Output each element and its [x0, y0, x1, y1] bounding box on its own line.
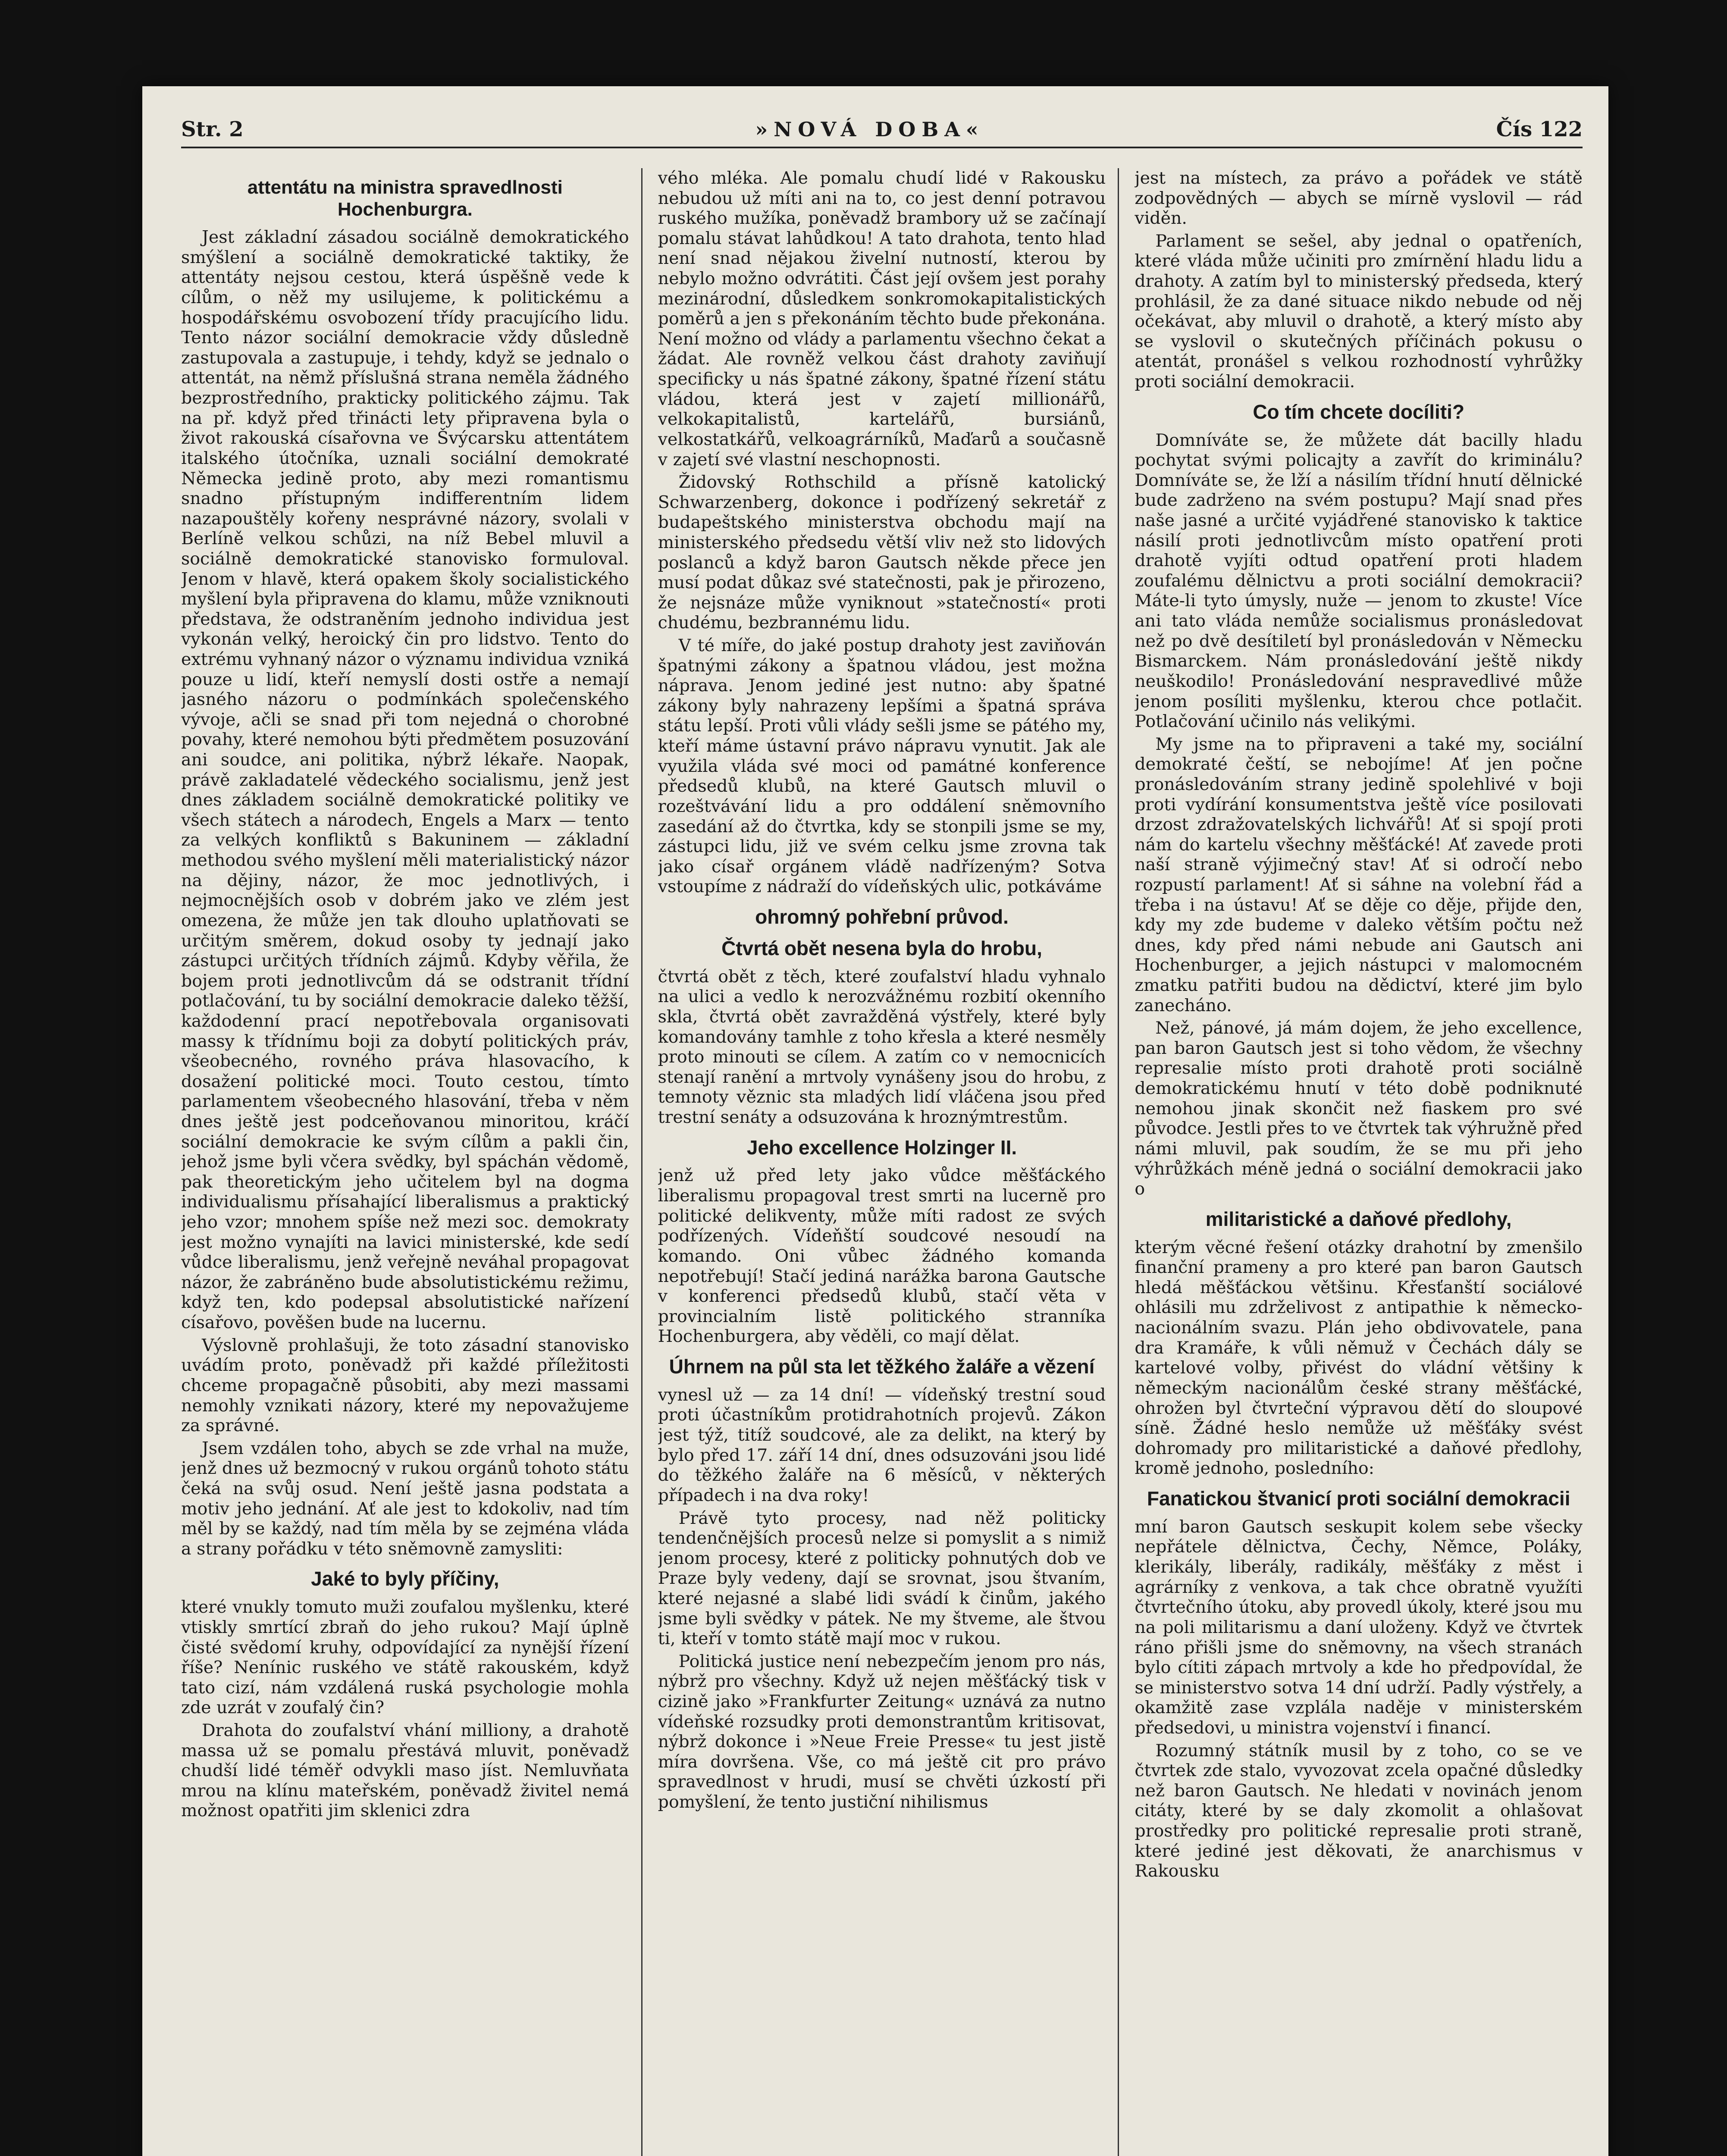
column-2 [658, 168, 1119, 2156]
paragraph: Než, pánové, já mám dojem, že jeho excellence, pan baron Gautsch jest si toho vědom, že všechny represalie místo proti drahotě proti sociálně demokratickému hnutí v této době podniknuté nemohou jinak skončit než fiaskem pro své původce. Jestli přes to ve čtvrtek tak výhružně před námi mluvil, pak soudím, že se mu při jeho výhrůžkách méně jedná o sociální demokracii jako o [1135, 1018, 1583, 1199]
subheading: Jeho excellence Holzinger II. [746, 1136, 1017, 1159]
paragraph: vynesl už — za 14 dní! — vídeňský trestní soud proti účastníkům protidrahotních projevů. Zákon jest týž, titíž soudcové, ale za delikt, na který by bylo před 17. září 14 dní, dnes odsuzováni jsou lidé do těžkého žaláře na 6 měsíců, v některých případech i na dva roky! [658, 1385, 1106, 1505]
paragraph: mní baron Gautsch seskupit kolem sebe všecky nepřátele dělnictva, Čechy, Němce, Poláky, klerikály, liberály, radikály, měšťáky z měst i agrárníky z venkova, a tak chce obratně využíti čtvrtečního útoku, aby provedl úkoly, které jsou mu na poli militarismu a daní uloženy. Když ve čtvrtek ráno přišli jsme do sněmovny, na všech stranách bylo cítiti zápach mrtvoly a kde ho předpovídal, že se ministerstvo sotva 14 dní udrží. Padly výstřely, a okamžitě zase vzplála naděje v ministerském předsedovi, u ministra vojenství i financí. [1135, 1517, 1583, 1738]
paragraph: Politická justice není nebezpečím jenom pro nás, nýbrž pro všechny. Když už nejen měšťácký tisk v cizině jako »Frankfurter Zeitung« uznává za nutno vídeňské rozsudky proti demonstrantům kritisovat, nýbrž dokonce i »Neue Freie Presse« tu jest jistě míra dovršena. Vše, co má ještě cit pro právo spravedlnost v hrudi, musí se chvěti úzkostí při pomyšlení, že tento justiční nihilismus [658, 1651, 1106, 1812]
paragraph: Rozumný státník musil by z toho, co se ve čtvrtek zde stalo, vyvozovat zcela opačné důsledky než baron Gautsch. Ne hledati v novinách jenom citáty, které by se daly zkomolit a ohlašovat prostředky pro politické represalie proti straně, které jediné jest děkovati, že anarchismus v Rakousku [1135, 1740, 1583, 1881]
paragraph: Jsem vzdálen toho, abych se zde vrhal na muže, jenž dnes už bezmocný v rukou orgánů tohoto státu čeká na svůj osud. Není ještě jasna podstata a motiv jeho jednání. Ať ale jest to kdokoliv, nad tím měl by se každý, nad tím měla by se zejména vláda a strany pořádku v této sněmovně zamysliti: [181, 1438, 629, 1559]
headline: attentátu na ministra spravedlnosti Hochenburgra. [247, 177, 563, 220]
newspaper-title: »NOVÁ DOBA« [755, 118, 984, 141]
paragraph: Výslovně prohlašuji, že toto zásadní stanovisko uvádím proto, poněvadž při každé příležitosti chceme propagačně působiti, aby mezi massami nemohly vznikati názory, které my nepovažujeme za správné. [181, 1335, 629, 1436]
paragraph: Drahota do zoufalství vhání milliony, a drahotě massa už se pomalu přestává mluvit, poněvadž chudší lidé téměř odvykli maso jíst. Nemluvňata mrou na klínu mateřském, poněvadž živitel nemá možnost opatřiti jim sklenici zdra [181, 1720, 629, 1821]
subheading: ohromný pohřební průvod. [755, 905, 1009, 928]
paragraph: V té míře, do jaké postup drahoty jest zaviňován špatnými zákony a špatnou vládou, jest možna náprava. Jenom jediné jest nutno: aby špatné zákony byly nahrazeny lepšími a špatná správa státu lepší. Proti vůli vlády sešli jsme se pátého my, kteří máme ústavní právo nápravu vynutit. Jak ale využila vláda své moci od památné konference předsedů klubů, na které Gautsch mluvil o rozeštvávání lidu a pro oddálení sněmovního zasedání až do čtvrtka, kdy se stonpili jsme se my, zástupci lidu, již ve svém celku jsme zrovna tak jako císař orgánem vládě nadřízeným? Sotva vstoupíme z nádraží do vídeňských ulic, potkáváme [658, 636, 1106, 897]
column-1 [181, 168, 643, 2156]
paragraph: čtvrtá obět z těch, které zoufalství hladu vyhnalo na ulici a vedlo k nerozvážnému rozbití okenního skla, čtvrtá obět zavražděná výstřely, které byly komandovány tamhle z toho křesla a které nesměly proto minouti se cílem. A zatím co v nemocnicích stenají ranění a mrtvoly vynášeny jsou do hrobu, z temnoty věznic sta mladých lidí vláčena jsou před trestní senáty a odsuzována k hroznýmtrestům. [658, 966, 1106, 1127]
subheading: Úhrnem na půl sta let těžkého žaláře a vězení [669, 1355, 1095, 1378]
subheading: militaristické a daňové předlohy, [1205, 1207, 1512, 1230]
columns [181, 168, 1583, 2156]
issue-number: Čís 122 [1496, 117, 1583, 141]
paragraph: My jsme na to připraveni a také my, sociální demokraté čeští, se nebojíme! Ať jen počne pronásledováním strany jedině spolehlivé v boji proti vydírání konsumentstva ještě více posilovati drzost zdražovatelských lichvářů! Ať si spojí proti nám do kartelu všechny měšťácké! Ať zavede proti naší straně výjimečný stav! Ať si odročí nebo rozpustí parlament! Ať si sáhne na volební řád a třeba i na ústavu! Ať se děje co děje, přijde den, kdy my zde budeme v daleko větším počtu než dnes, kdy před námi nebude ani Gautsch ani Hochenburger, a jejich nástupci v malomocném zmatku patřiti budou na dědictví, které jim bylo zanecháno. [1135, 734, 1583, 1015]
subheading: Fanatickou štvanicí proti sociální demokracii [1147, 1487, 1570, 1510]
paragraph: Parlament se sešel, aby jednal o opatřeních, které vláda může učiniti pro zmírnění hladu lidu a drahoty. A zatím byl to ministerský předseda, který prohlásil, že za dané situace nikdo nebude od něj očekávat, aby mluvil o drahotě, a který místo aby se vyslovil o skutečných příčinách pokusu o atentát, pronášel s velkou rozhodností vyhrůžky proti sociální demokracii. [1135, 231, 1583, 392]
paragraph: které vnukly tomuto muži zoufalou myšlenku, které vtiskly smrtící zbraň do jeho rukou? Mají úplně čisté svědomí kruhy, odpovídající za nynější řízení říše? Nenínic ruského ve státě rakouském, když tato cizí, nám vzdálená ruská psychologie mohla zde uzrát v zoufalý čin? [181, 1597, 629, 1718]
paragraph: jenž už před lety jako vůdce měšťáckého liberalismu propagoval trest smrti na lucerně pro politické delikventy, může míti radost ze svých podřízených. Vídeňští soudcové nesoudí na komando. Oni vůbec žádného komanda nepotřebují! Stačí jediná narážka barona Gautsche v konferenci předsedů klubů, stačí věta v provincialním listě politického stranníka Hochenburgera, aby věděli, co mají dělat. [658, 1166, 1106, 1347]
paragraph: jest na místech, za právo a pořádek ve státě zodpovědných — abych se mírně vyslovil — rád viděn. [1135, 168, 1583, 229]
paragraph: Jest základní zásadou sociálně demokratického smýšlení a sociálně demokratické taktiky, že attentáty nejsou cestou, která úspěšně vede k cílům, o něž my usilujeme, k politickému a hospodářskému osvobození třídy pracujícího lidu. Tento názor sociální demokracie vždy důsledně zastupovala a zastupuje, i tehdy, když se jednalo o attentát, na němž příslušná strana neměla žádného bezprostředního, prakticky politického zájmu. Tak na př. když před třinácti lety připravena byla o život rakouská císařovna ve Švýcarsku attentátem italského útočníka, uznali sociální demokraté Německa jedině proto, aby mezi romantismu snadno přístupným indifferentním lidem nazapouštěly kořeny nesprávné názory, svolali v Berlíně velkou schůzi, na níž Bebel mluvil a sociálně demokratické stanovisko formuloval. Jenom v hlavě, která opakem školy socialistického myšlení byla připravena do klamu, může vzniknouti představa, že odstraněním jednoho individua jest vykonán velký, heroický čin pro lidstvo. Tento do extrému vyhnaný názor o významu individua vzniká pouze u lidí, kteří nemyslí dosti ostře a nemají jasného názoru o podmínkách společenského vývoje, ačli se snad při tom nejedná o chorobné povahy, které nemohou býti předmětem posuzování ani soudce, ani politika, nýbrž lékaře. Naopak, právě zakladatelé vědeckého socialismu, jenž jest dnes základem sociálně demokratické politiky ve všech státech a národech, Engels a Marx — tento za velkých konfliktů s Bakuninem — základní methodou svého myšlení měli materialistický názor na dějiny, názor, že moc jednotlivých, i nejmocnějších osob v dobrém jako ve zlém jest omezena, že může jen tak dlouho uplatňovati se určitým směrem, dokud osoby ty jednají jako zástupci určitých třídních zájmů. Kdyby věřila, že bojem proti jednotlivcům dá se odstranit třídní potlačování, tu by sociální demokracie daleko těžší, každodenní prací nepotřebovala organisovati massy k třídnímu boji za dobytí politických práv, všeobecného, rovného práva hlasovacího, k dosažení politické moci. Touto cestou, tímto parlamentem všeobecného hlasování, třeba v něm dnes ještě jest podceňovanou minoritou, kráčí sociální demokracie ke svým cílům a pakli čin, jehož jsme byli včera svědky, byl spáchán vědomě, pak theoretickým jeho učitelem byl na dogma individualismu přísahající liberalismus a praktický jeho vzor; mnohem spíše než mezi soc. demokraty jest možno vynajíti na lavici ministerské, kde sedí vůdce liberalismu, jenž veřejně neváhal propagovat názor, že zabráněno bude absolutistickému režimu, když ten, kdo podepsal absolutistické nařízení císařovo, pověšen bude na lucernu. [181, 227, 629, 1333]
paragraph: Právě tyto procesy, nad něž politicky tendenčnějších procesů nelze si pomyslit a s nimiž jenom procesy, které z politicky pohnutých dob ve Praze byly vedeny, dají se srovnat, jsou štvaním, které nejasné a slabé lidi svádí k činům, jakého jsme byli svědky v pátek. Ne my štveme, ale štvou ti, kteří v tomto státě mají moc v rukou. [658, 1508, 1106, 1649]
newspaper-page [142, 86, 1608, 2156]
paragraph: vého mléka. Ale pomalu chudí lidé v Rakousku nebudou už míti ani na to, co jest denní potravou ruského mužíka, poněvadž brambory už se začínají pomalu stávat lahůdkou! A tato drahota, tento hlad není snad nějakou živelní nutností, kterou by nebylo možno odvrátiti. Část její ovšem jest porahy mezinárodní, důsledkem sonkromokapitalistických poměrů a jen s překonáním těchto bude překonána. Není možno od vlády a parlamentu všechno čekat a žádat. Ale rovněž velkou část drahoty zaviňují specificky u nás špatné zákony, špatné řízení státu vládou, která jest v zajetí millionářů, velkokapitalistů, kartelářů, bursiánů, velkostatkářů, velkoagrárníků, Maďarů a současně v zajetí své vlastní neschopnosti. [658, 168, 1106, 470]
paragraph: kterým věcné řešení otázky drahotní by zmenšilo finanční prameny a pro které pan baron Gautsch hledá měšťáckou většinu. Křesťanští sociálové ohlásili mu zdrželivost z antipathie k německo-nacionálním svazu. Plán jeho obdivovatele, pana dra Kramáře, k vůli němuž v Čechách dály se kartelové volby, přivést do vládní většiny k německým nacionálům české strany měšťácké, ohrožen byl čtvrteční výpravou dětí do sloupové síně. Žádné heslo nemůže už měšťáky svést dohromady pro militaristické a daňové předlohy, kromě jednoho, posledního: [1135, 1237, 1583, 1479]
column-3 [1135, 168, 1583, 2156]
paragraph: Židovský Rothschild a přísně katolický Schwarzenberg, dokonce i podřízený sekretář z budapeštského ministerstva obchodu mají na ministerského předsedu větší vliv než sto lidových poslanců a když baron Gautsch někde přece jen musí podat důkaz své statečnosti, pak je přirozeno, že nejsnáze může vyniknout »statečností« proti chudému, bezbrannému lidu. [658, 472, 1106, 633]
page-number: Str. 2 [181, 117, 244, 141]
subheading: Co tím chcete docíliti? [1253, 400, 1465, 423]
subheading: Čtvrtá obět nesena byla do hrobu, [721, 937, 1042, 959]
paragraph: Domníváte se, že můžete dát bacilly hladu pochytat svými policajty a zavřít do kriminálu? Domníváte se, že lží a násilím třídní hnutí dělnické bude zadrženo na svém postupu? Mají snad přes naše jasné a určité vyjádřené stanovisko k taktice násilí proti jednotlivcům místo opatření proti drahotě vyjíti odtud opatření proti hladem zoufalému dělnictvu a proti sociální demokracii? Máte-li tyto úmysly, nuže — jenom to zkuste! Více ani tato vláda nemůže socialismus pronásledovat než po dvě desítiletí byl pronásledován v Německu Bismarckem. Nám pronásledování ještě nikdy neuškodilo! Pronásledování nespravedlivé může jenom posíliti myšlenku, kterou chce potlačit. Potlačování učinilo nás velikými. [1135, 430, 1583, 732]
masthead [181, 112, 1583, 148]
subheading: Jaké to byly příčiny, [311, 1567, 499, 1590]
